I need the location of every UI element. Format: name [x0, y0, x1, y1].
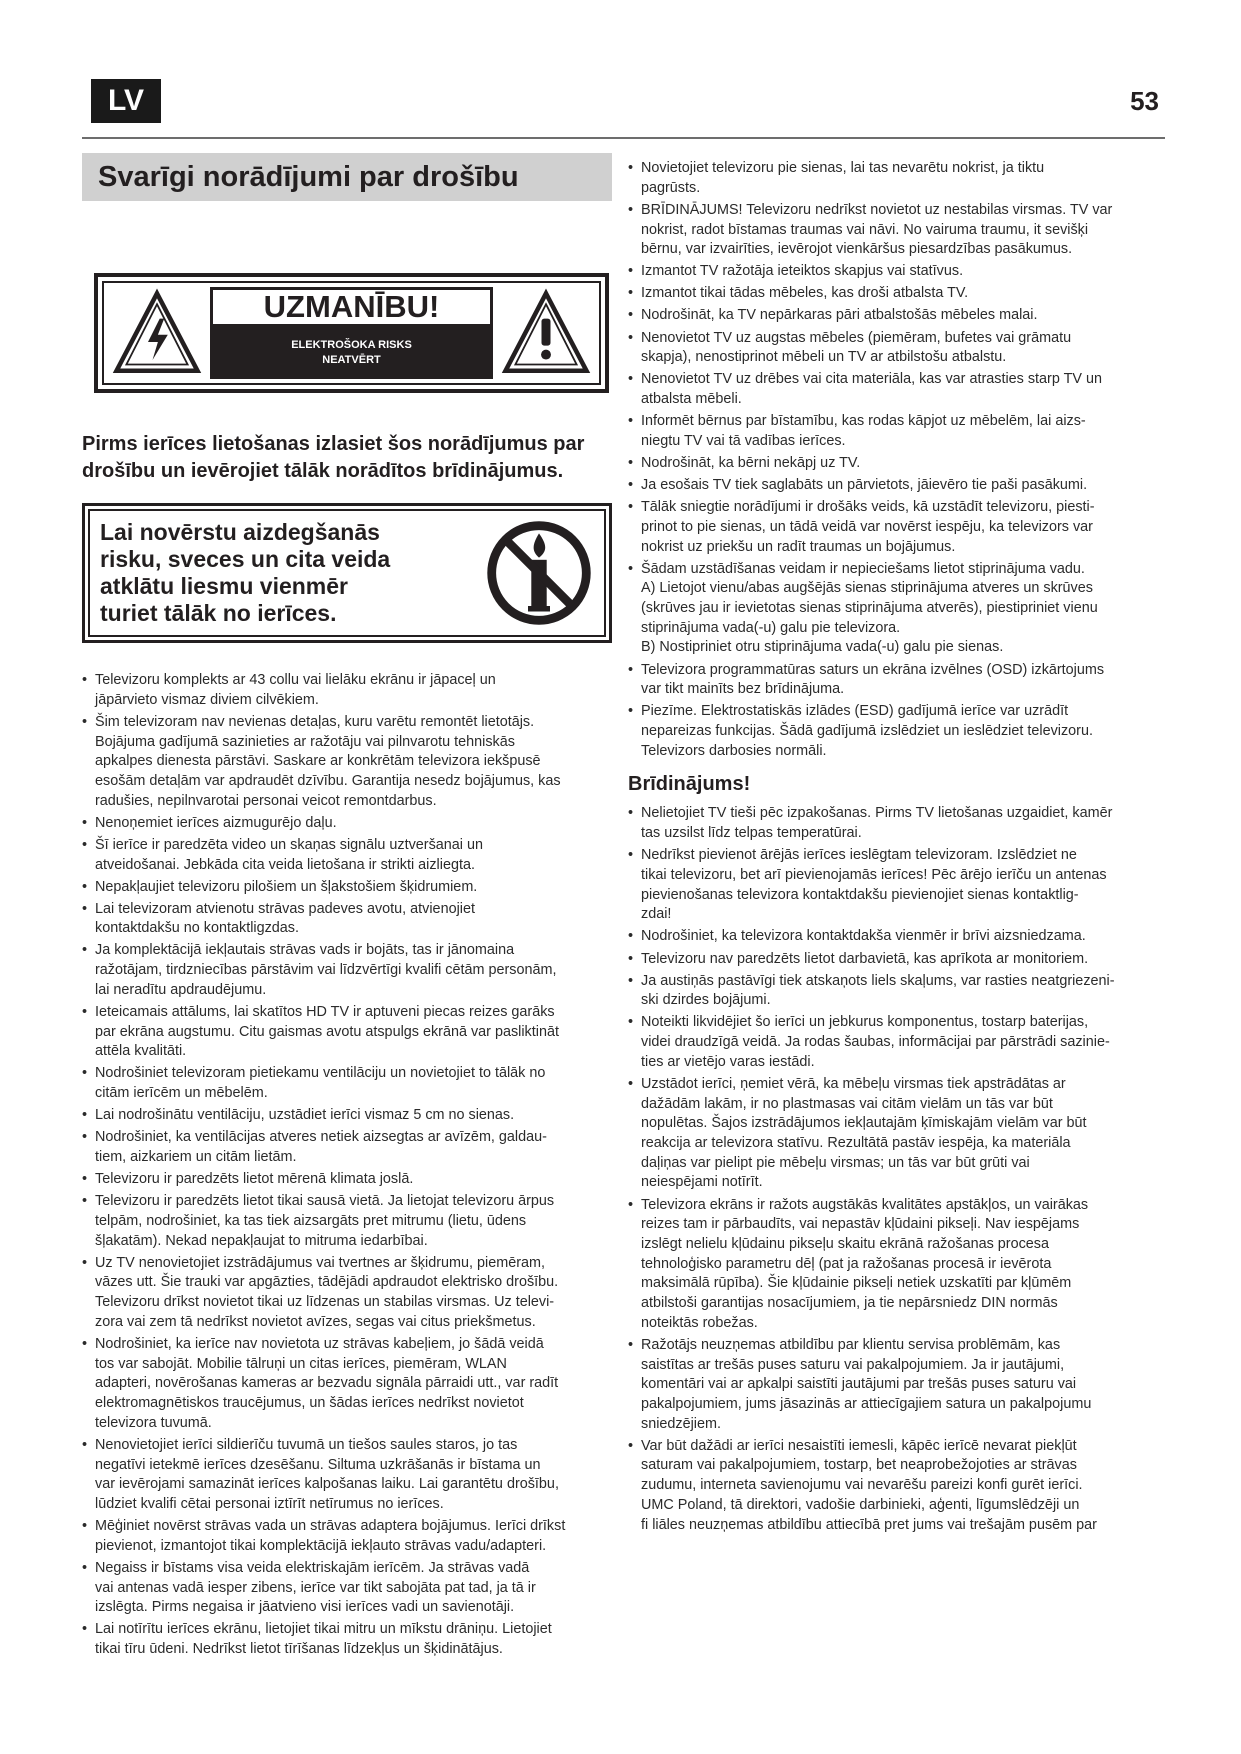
- list-item-line: • Nedrīkst pievienot ārējās ierīces ieslēgtam televizoram. Izslēdziet ne: [641, 847, 1077, 864]
- language-badge: LV: [91, 79, 161, 123]
- warning-title: UZMANĪBU!: [210, 287, 493, 327]
- list-item-line: elektromagnētiskos traucējumus, un šādas ierīces nedrīkst novietot: [95, 1395, 524, 1412]
- list-item-line: • Lai notīrītu ierīces ekrānu, lietojiet tikai mitru un mīkstu drāniņu. Lietojiet: [95, 1621, 552, 1638]
- list-item-line: (skrūves jau ir ievietotas sienas stiprinājuma atverēs), piestipriniet vienu: [641, 600, 1098, 617]
- list-item: [82, 878, 612, 898]
- list-item: [628, 1075, 1158, 1193]
- list-item-line: neiespējami notīrīt.: [641, 1174, 763, 1191]
- list-item-line: ski dzirdes bojājumi.: [641, 992, 771, 1009]
- warnings-list: [628, 804, 1158, 1535]
- list-item: [628, 201, 1158, 260]
- list-item-line: UMC Poland, tā direktori, vadošie darbinieki, aģenti, līgumslēdzēji un: [641, 1496, 1080, 1513]
- list-item-line: • Nodrošināt, ka bērni nekāpj uz TV.: [641, 454, 861, 471]
- list-item-line: zora vai zem tā nedrīkst novietot avīzes, segas vai citus priekšmetus.: [95, 1313, 536, 1330]
- list-item: [82, 1436, 612, 1515]
- list-item-line: • Lai televizoram atvienotu strāvas padeves avotu, atvienojiet: [95, 900, 475, 917]
- list-item-line: šļakatām). Nekad nepakļaujat to mitruma iedarbībai.: [95, 1232, 428, 1249]
- list-item-line: • Izmantot tikai tādas mēbeles, kas droši atbalsta TV.: [641, 285, 969, 302]
- list-item-line: • Televizora programmatūras saturs un ekrāna izvēlnes (OSD) izkārtojums: [641, 661, 1105, 678]
- list-item: [628, 262, 1158, 282]
- list-item-line: • Var būt dažādi ar ierīci nesaistīti iemesli, kāpēc ierīcē nevarat piekļūt: [641, 1437, 1077, 1454]
- right-safety-list: [628, 159, 1158, 761]
- list-item: [628, 950, 1158, 970]
- list-item-line: nokrist uz priekšu un radīt traumas un bojājumus.: [641, 538, 956, 555]
- list-item: [628, 1013, 1158, 1072]
- right-column: [628, 159, 1158, 1538]
- list-item-line: • Ja austiņās pastāvīgi tiek atskaņots liels skaļums, var rasties neatgriezeni-: [641, 972, 1115, 989]
- list-item-line: pievienošanas televizora kontaktdakšu pievienojiet sienas kontaktlig-: [641, 886, 1079, 903]
- list-item-line: B) Nostipriniet otru stiprinājuma vada(-u) galu pie sienas.: [641, 639, 1004, 656]
- list-item-line: fi liāles neuzņemas atbildību attiecībā pret jums vai trešajām pusēm par: [641, 1516, 1097, 1533]
- intro-text: [82, 431, 612, 485]
- list-item-line: tos var sabojāt. Mobilie tālruņi un citas ierīces, piemēram, WLAN: [95, 1355, 507, 1372]
- list-item-line: nokrist, radot bīstamas traumas vai nāvi. No vairuma traumu, it sevišķi: [641, 221, 1089, 238]
- list-item-line: • Tālāk sniegtie norādījumi ir drošāks veids, kā uzstādīt televizoru, piesti-: [641, 499, 1095, 516]
- list-item-line: • Ieteicamais attālums, lai skatītos HD TV ir aptuveni piecas reizes garāks: [95, 1003, 555, 1020]
- fire-warning-line: Lai novērstu aizdegšanās: [100, 519, 380, 545]
- list-item-line: zdai!: [641, 906, 672, 923]
- warnings-heading: Brīdinājums!: [628, 773, 751, 796]
- list-item-line: • BRĪDINĀJUMS! Televizoru nedrīkst novietot uz nestabilas virsmas. TV var: [641, 201, 1113, 218]
- list-item-line: • Ja komplektācijā iekļautais strāvas vads ir bojāts, tas ir jānomaina: [95, 942, 515, 959]
- list-item-line: telpām, nodrošiniet, ka tas tiek aizsargāts pret mitrumu (lietu, ūdens: [95, 1212, 527, 1229]
- list-item-line: • Noteikti likvidējiet šo ierīci un jebkurus komponentus, tostarp baterijas,: [641, 1014, 1089, 1031]
- list-item-line: televizora tuvumā.: [95, 1414, 212, 1431]
- list-item: [628, 1196, 1158, 1334]
- list-item-line: radušies, nepilnvarotai personai veicot remontdarbus.: [95, 792, 437, 809]
- list-item: [628, 1336, 1158, 1435]
- list-item-line: saistītas ar trešās puses saturu vai pakalpojumiem. Ja ir jautājumi,: [641, 1356, 1065, 1373]
- warning-subtitle-line-1: ELEKTROŠOKA RISKS: [291, 339, 412, 351]
- electric-shock-warning-icon: [112, 288, 202, 378]
- page-number: 53: [1130, 86, 1159, 116]
- list-item: [82, 1128, 612, 1167]
- list-item-line: • Televizoru ir paredzēts lietot tikai sausā vietā. Ja lietojat televizoru ārpus: [95, 1193, 555, 1210]
- list-item-line: izslēgt nelielu kļūdainu pikseļu skaitu ekrānā ražošanas procesa: [641, 1235, 1049, 1252]
- intro-line: drošību un ievērojiet tālāk norādītos brīdinājumus.: [82, 460, 564, 482]
- list-item-line: vāzes utt. Šie trauki var apgāzties, tādējādi apdraudot elektrisko drošību.: [95, 1274, 559, 1291]
- list-item-line: var tikt mainīts bez brīdinājuma.: [641, 681, 845, 698]
- shock-warning-label: [94, 273, 609, 393]
- list-item: [82, 814, 612, 834]
- list-item-line: • Izmantot TV ražotāja ieteiktos skapjus vai statīvus.: [641, 263, 964, 280]
- list-item-line: atbalsta mēbeli.: [641, 391, 742, 408]
- list-item-line: reizes tam ir pārbaudīts, vai nepastāv kļūdaini pikseļi. Nav iespējams: [641, 1216, 1080, 1233]
- list-item-line: negatīvi ietekmē ierīces dzesēšanu. Siltuma uzkrāšanās ir bīstama un: [95, 1456, 541, 1473]
- list-item-line: citām ierīcēm un mēbelēm.: [95, 1085, 268, 1102]
- list-item: [82, 941, 612, 1000]
- list-item: [82, 1106, 612, 1126]
- list-item: [628, 284, 1158, 304]
- list-item-line: pagrūsts.: [641, 179, 701, 196]
- list-item: [628, 306, 1158, 326]
- list-item-line: • Nodrošiniet, ka ventilācijas atveres netiek aizsegtas ar avīzēm, galdau-: [95, 1129, 547, 1146]
- list-item-line: • Nenovietot TV uz augstas mēbeles (piemēram, bufetes vai grāmatu: [641, 329, 1072, 346]
- list-item-line: Televizoru drīkst novietot tikai uz līdzenas un stabilas virsmas. Uz televi-: [95, 1294, 555, 1311]
- list-item: [628, 927, 1158, 947]
- warning-subtitle: [210, 327, 493, 379]
- list-item: [82, 836, 612, 875]
- list-item-line: noteiktās robežas.: [641, 1314, 758, 1331]
- list-item-line: • Nepakļaujiet televizoru pilošiem un šļakstošiem šķidrumiem.: [95, 878, 478, 895]
- list-item-line: • Piezīme. Elektrostatiskās izlādes (ESD) gadījumā ierīce var uzrādīt: [641, 703, 1069, 720]
- list-item-line: lūdziet kvalifi cētai personai iztīrīt netīrumus no ierīces.: [95, 1495, 444, 1512]
- list-item: [628, 560, 1158, 659]
- list-item: [628, 846, 1158, 925]
- list-item-line: nepareizas funkcijas. Šādā gadījumā izslēdziet un ieslēdziet televizoru.: [641, 723, 1093, 740]
- list-item-line: • Uz TV nenovietojiet izstrādājumus vai tvertnes ar šķidrumu, piemēram,: [95, 1254, 546, 1271]
- list-item-line: • Televizoru ir paredzēts lietot mērenā klimata joslā.: [95, 1171, 414, 1188]
- list-item: [628, 702, 1158, 761]
- list-item-line: Bojājuma gadījumā sazinieties ar ražotāju vai pilnvarotu tehniskās: [95, 733, 515, 750]
- list-item-line: maksimālā rūpība). Šie kļūdainie pikseļi netiek uzskatīti par kļūmēm: [641, 1275, 1072, 1292]
- list-item: [82, 1192, 612, 1251]
- list-item-line: • Novietojiet televizoru pie sienas, lai tas nevarētu nokrist, ja tiktu: [641, 160, 1045, 176]
- list-item-line: atveidošanai. Jebkāda cita veida lietošana ir strikti aizliegta.: [95, 856, 475, 873]
- list-item: [82, 1003, 612, 1062]
- list-item-line: videi draudzīgā veidā. Ja rodas šaubas, informācijai par pārstrādi sazinie-: [641, 1034, 1110, 1051]
- fire-warning-line: turiet tālāk no ierīces.: [100, 600, 337, 626]
- list-item: [628, 1437, 1158, 1536]
- list-item-line: par ekrāna augstumu. Citu gaismas avotu atspulgs ekrānā var pasliktināt: [95, 1023, 559, 1040]
- list-item-line: • Mēģiniet novērst strāvas vada un strāvas adaptera bojājumus. Ierīci drīkst: [95, 1518, 566, 1535]
- list-item-line: • Nodrošināt, ka TV nepārkaras pāri atbalstošās mēbeles malai.: [641, 307, 1038, 324]
- list-item-line: skapja), nenostiprinot mēbeli un TV ar atbilstošu atbalstu.: [641, 349, 1007, 366]
- list-item-line: Televizors darbosies normāli.: [641, 742, 827, 759]
- page-title: Svarīgi norādījumi par drošību: [82, 153, 612, 201]
- list-item-line: jāpārvieto vismaz diviem cilvēkiem.: [95, 691, 319, 708]
- list-item-line: prinot to pie sienas, un tādā veidā var novērst iespēju, ka televizors var: [641, 518, 1093, 535]
- list-item-line: • Informēt bērnus par bīstamību, kas rodas kāpjot uz mēbelēm, lai aizs-: [641, 413, 1086, 430]
- list-item-line: • Nodrošiniet, ka televizora kontaktdakša vienmēr ir brīvi aizsniedzama.: [641, 928, 1086, 945]
- list-item-line: atbilstoši garantijas nosacījumiem, ja tie nepārsniedz DIN normās: [641, 1295, 1058, 1312]
- list-item-line: • Nelietojiet TV tieši pēc izpakošanas. Pirms TV lietošanas uzgaidiet, kamēr: [641, 805, 1113, 822]
- list-item-line: • Ja esošais TV tiek saglabāts un pārvietots, jāievēro tie paši pasākumi.: [641, 477, 1088, 494]
- list-item: [82, 1620, 612, 1659]
- list-item-line: • Šādam uzstādīšanas veidam ir nepieciešams lietot stiprinājuma vadu.: [641, 560, 1085, 577]
- list-item-line: tikai tīru ūdeni. Nedrīkst lietot tīrīšanas līdzekļus un šķidinātājus.: [95, 1641, 503, 1658]
- list-item-line: daļiņas var pielipt pie mēbeļu virsmas; un tās var būt grūti vai: [641, 1154, 1030, 1171]
- list-item-line: A) Lietojot vienu/abas augšējās sienas stiprinājuma atveres un skrūves: [641, 580, 1093, 597]
- list-item-line: apkalpes dienesta pārstāvi. Saskare ar konkrētām televizora iekšpusē: [95, 753, 541, 770]
- list-item-line: pakalpojumiem, jums jāsazinās ar attiecīgajiem satura un pakalpojumu: [641, 1395, 1092, 1412]
- list-item-line: tehnoloģisko parametru dēļ (pat ja ražošanas procesā ir ievērota: [641, 1255, 1052, 1272]
- list-item-line: • Šī ierīce ir paredzēta video un skaņas signālu uztveršanai un: [95, 836, 483, 853]
- list-item-line: • Lai nodrošinātu ventilāciju, uzstādiet ierīci vismaz 5 cm no sienas.: [95, 1107, 515, 1124]
- list-item-line: tiem, aizkariem un citām lietām.: [95, 1149, 297, 1166]
- list-item-line: pievienot, izmantojot tikai komplektācijā iekļauto strāvas vadu/adapteri.: [95, 1537, 547, 1554]
- list-item-line: niegtu TV vai tā vadības ierīces.: [641, 432, 846, 449]
- fire-warning-text: [100, 519, 484, 627]
- list-item-line: dažādām lakām, ir no plastmasas vai citām vielām un tās var būt: [641, 1095, 1053, 1112]
- list-item-line: zudumu, interneta savienojumu vai nevarēšu pareizi konfi gurēt ierīci.: [641, 1477, 1083, 1494]
- list-item: [82, 1254, 612, 1333]
- left-safety-list: [82, 671, 612, 1660]
- fire-warning-line: atklātu liesmu vienmēr: [100, 573, 348, 599]
- list-item-line: tas uzsilst līdz telpas temperatūrai.: [641, 825, 862, 842]
- list-item-line: var ievērojami samazināt ierīces kalpošanas laiku. Lai garantētu drošību,: [95, 1476, 559, 1493]
- list-item: [628, 661, 1158, 700]
- list-item-line: • Negaiss ir bīstams visa veida elektriskajām ierīcēm. Ja strāvas vadā: [95, 1559, 530, 1576]
- list-item-line: • Šim televizoram nav nevienas detaļas, kuru varētu remontēt lietotājs.: [95, 713, 535, 730]
- fire-warning-line: risku, sveces un cita veida: [100, 546, 391, 572]
- list-item-line: • Televizoru nav paredzēts lietot darbavietā, kas aprīkota ar monitoriem.: [641, 950, 1089, 967]
- list-item-line: bērnu, var izvairīties, ievērojot vienkāršus piesardzības pasākumus.: [641, 241, 1073, 258]
- list-item-line: ražotājam, tirdzniecības pārstāvim vai līdzvērtīgi kvalifi cētām personām,: [95, 962, 557, 979]
- list-item-line: • Televizora ekrāns ir ražots augstākās kvalitātes apstākļos, un vairākas: [641, 1196, 1089, 1213]
- exclamation-warning-icon: [501, 288, 591, 378]
- list-item-line: • Nodrošiniet, ka ierīce nav novietota uz strāvas kabeļiem, jo šādā veidā: [95, 1335, 544, 1352]
- no-candle-icon: [484, 518, 594, 628]
- list-item-line: tikai televizoru, bet arī pievienojamās ierīces! Pēc ārējo ierīču un antenas: [641, 866, 1107, 883]
- list-item-line: • Uzstādot ierīci, ņemiet vērā, ka mēbeļu virsmas tiek apstrādātas ar: [641, 1075, 1066, 1092]
- warning-subtitle-line-2: NEATVĒRT: [322, 354, 381, 366]
- list-item: [628, 476, 1158, 496]
- header-divider: [82, 137, 1165, 139]
- left-column: [82, 153, 612, 1662]
- intro-line: Pirms ierīces lietošanas izlasiet šos norādījumus par: [82, 433, 585, 455]
- list-item-line: vai antenas vadā iesper zibens, ierīce var tikt sabojāta pat tad, ja tā ir: [95, 1579, 536, 1596]
- list-item: [82, 1517, 612, 1556]
- list-item: [628, 329, 1158, 368]
- list-item-line: adapteri, novērošanas kameras ar bezvadu signāla pārraidi utt., var radīt: [95, 1375, 559, 1392]
- list-item-line: saturam vai pakalpojumiem, tostarp, bet neaprobežojoties ar strāvas: [641, 1457, 1077, 1474]
- list-item-line: ties ar vietējo varas iestādi.: [641, 1053, 815, 1070]
- list-item-line: stiprinājuma vada(-u) galu pie televizora.: [641, 619, 901, 636]
- list-item-line: • Televizoru komplekts ar 43 collu vai lielāku ekrānu ir jāpaceļ un: [95, 672, 496, 688]
- list-item: [628, 498, 1158, 557]
- list-item-line: kontaktdakšu no kontaktligzdas.: [95, 920, 299, 937]
- list-item: [628, 370, 1158, 409]
- list-item-line: • Nenoņemiet ierīces aizmugurējo daļu.: [95, 814, 337, 831]
- list-item: [628, 972, 1158, 1011]
- list-item-line: reakcija ar televizora statīvu. Rezultātā pastāv iespēja, ka materiāla: [641, 1135, 1071, 1152]
- list-item: [82, 713, 612, 812]
- list-item: [82, 1559, 612, 1618]
- list-item-line: lai neradītu apdraudējumu.: [95, 981, 267, 998]
- list-item-line: sniedzējiem.: [641, 1415, 721, 1432]
- list-item: [628, 804, 1158, 843]
- list-item: [82, 1064, 612, 1103]
- list-item-line: • Nodrošiniet televizoram pietiekamu ventilāciju un novietojiet to tālāk no: [95, 1065, 546, 1082]
- list-item-line: esošām detaļām var apdraudēt dzīvību. Garantija nesedz bojājumus, kas: [95, 772, 561, 789]
- list-item-line: izslēgta. Pirms negaisa ir jāatvieno visi ierīces vadi un savienotāji.: [95, 1599, 515, 1616]
- list-item-line: • Ražotājs neuzņemas atbildību par klientu servisa problēmām, kas: [641, 1336, 1061, 1353]
- list-item: [82, 671, 612, 710]
- list-item-line: komentāri vai ar apkalpi saistīti jautājumi par trešās puses saturu vai: [641, 1376, 1077, 1393]
- list-item-line: • Nenovietot TV uz drēbes vai cita materiāla, kas var atrasties starp TV un: [641, 371, 1102, 388]
- list-item: [82, 1335, 612, 1434]
- list-item: [82, 1170, 612, 1190]
- list-item: [628, 159, 1158, 198]
- fire-warning-box: [82, 503, 612, 643]
- list-item-line: • Nenovietojiet ierīci sildierīču tuvumā un tiešos saules staros, jo tas: [95, 1436, 518, 1453]
- list-item: [82, 900, 612, 939]
- list-item-line: attēla kvalitāti.: [95, 1043, 187, 1060]
- list-item-line: nopulētas. Šajos izstrādājumos iekļautajām ķīmiskajām vielām var būt: [641, 1115, 1087, 1132]
- list-item: [628, 454, 1158, 474]
- list-item: [628, 412, 1158, 451]
